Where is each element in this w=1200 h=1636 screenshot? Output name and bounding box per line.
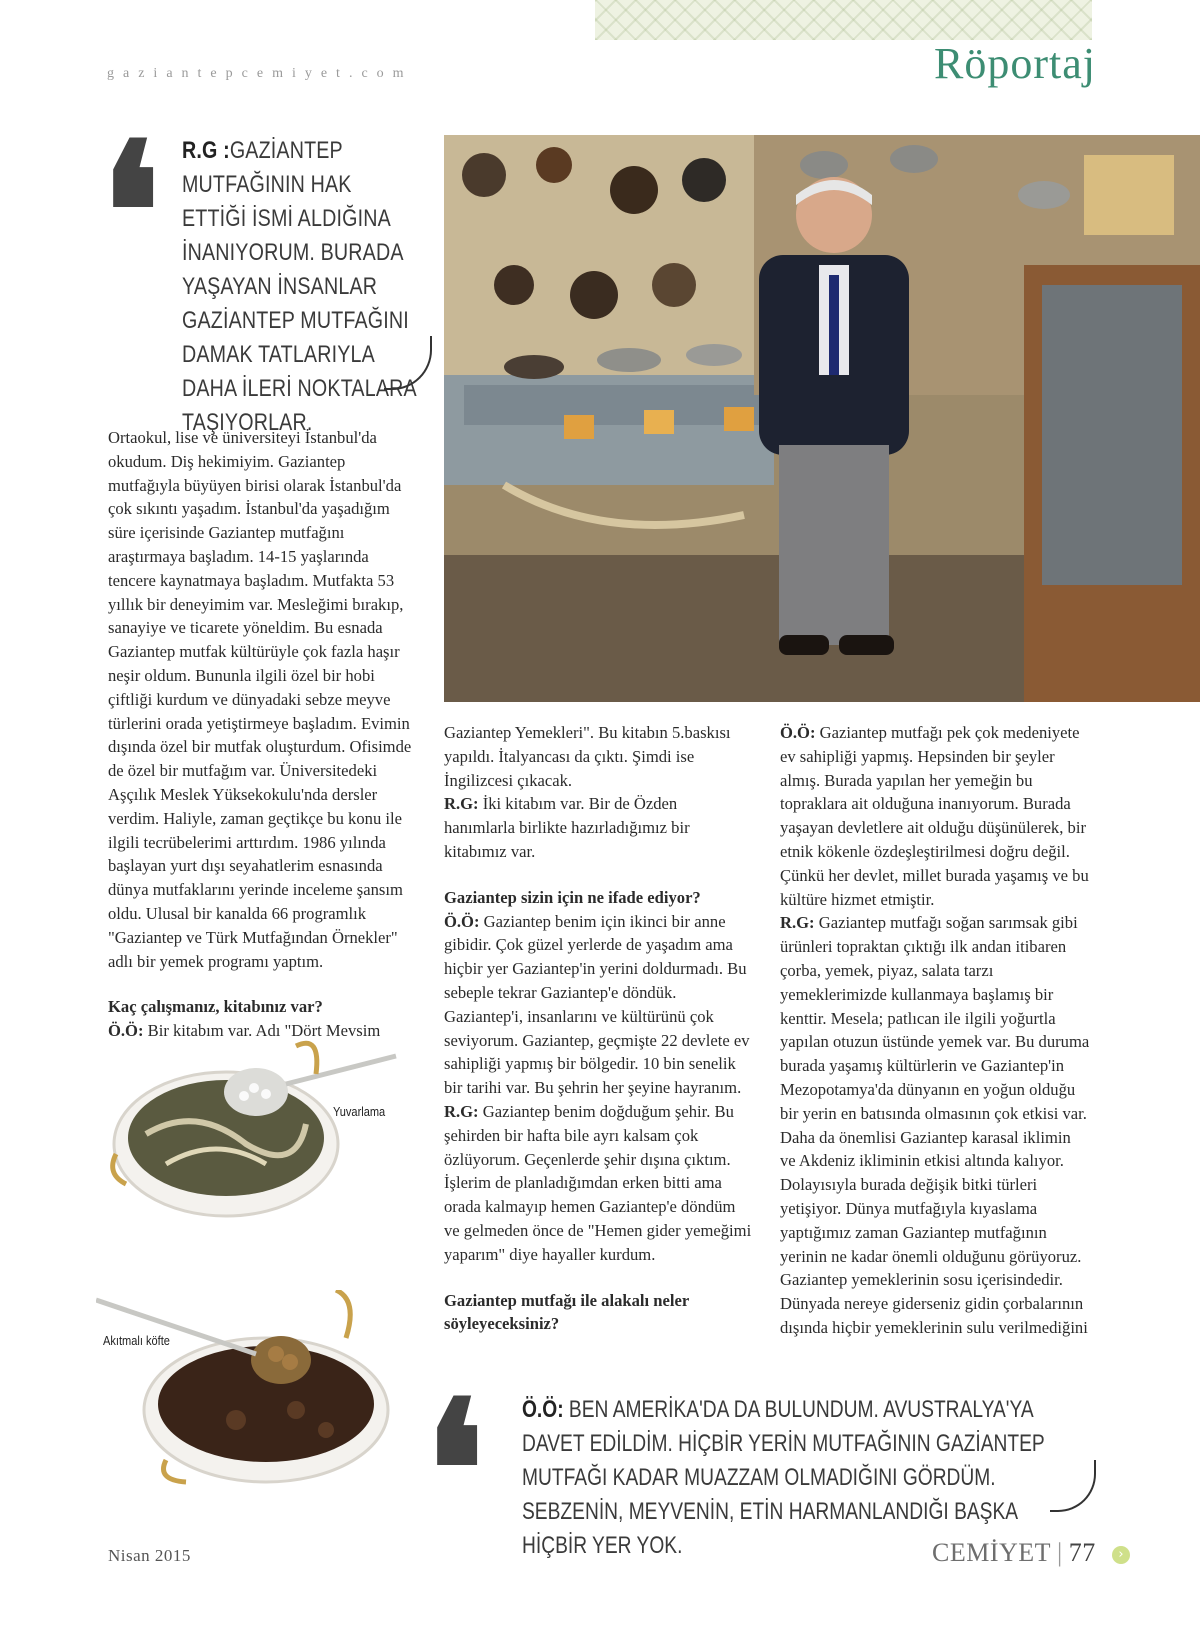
- answer-text: Gaziantep mutfağı pek çok medeniyete ev sahipliği yapmış. Hepsinden bir şeyler almış. Burada yapılan her yemeğin bu topraklara ait olduğuna inanıyorum. Burada yaşayan devletlere ait olduğu düşünülerek, bir etnik kökenle özdeşleştirilmesi doğru değil. Çünkü her devlet, millet burada yaşamış ve bu kültüre hizmet etmiştir.: [780, 723, 1089, 909]
- dish-label: Yuvarlama: [333, 1104, 386, 1119]
- dish-label: Akıtmalı köfte: [103, 1333, 170, 1348]
- interview-answer: [780, 911, 1090, 1339]
- answer-text: İki kitabım var. Bir de Özden hanımlarla birlikte hazırladığımız bir kitabımız var.: [444, 794, 690, 861]
- answer-speaker: Ö.Ö:: [780, 723, 816, 742]
- section-title: Röportaj: [934, 39, 1096, 88]
- pull-quote-text: GAZİANTEP MUTFAĞININ HAK ETTİĞİ İSMİ ALDIĞINA İNANIYORUM. BURADA YAŞAYAN İNSANLAR GAZİANTEP MUTFAĞINI DAMAK TATLARIYLA DAHA İLERİ NOKTALARA TAŞIYORLAR.: [182, 137, 416, 436]
- interview-answer: [780, 721, 1090, 911]
- interview-question: Gaziantep mutfağı ile alakalı neler söyleyeceksiniz?: [444, 1290, 689, 1334]
- footer-separator: |: [1057, 1538, 1063, 1567]
- answer-text: Gaziantep mutfağı soğan sarımsak gibi ürünleri topraktan çıktığı ilk andan itibaren çorba, yemek, piyaz, salata tarzı yemeklerimizde kullanmaya başlamış bir kenttir. Mesela; patlıcan ile ilgili yoğurtla yapılan otuzun üstünde yemek var. Bu duruma burada yaşamış kültürlerin ve Gaziantep'in Mezopotamya'da dünyanın en yoğun olduğu bir yerin en batısında olmasının çok etkisi var. Daha da önemlisi Gaziantep karasal iklimin ve Akdeniz ikliminin etkisi altında kalıyor. Dolayısıyla burada değişik bitki türleri yetişiyor. Dünya mutfağıyla kıyaslama yaptığımız zaman Gaziantep mutfağının yerinin ne kadar önemli olduğunu görüyoruz. Gaziantep yemeklerinin sosu içerisindedir. Dünyada nereye giderseniz gidin çorbalarının dışında hiçbir yemeklerinin sulu verilmediğini: [780, 913, 1090, 1337]
- interview-question: Kaç çalışmanız, kitabınız var?: [108, 997, 323, 1017]
- interview-answer: [444, 910, 752, 1100]
- kitchen-scene-illustration: [444, 135, 1200, 702]
- decorative-ornament-band: [595, 0, 1092, 40]
- pull-quote-text: BEN AMERİKA'DA DA BULUNDUM. AVUSTRALYA'YA DAVET EDİLDİM. HİÇBİR YERİN MUTFAĞININ GAZİANTEP MUTFAĞI KADAR MUAZZAM OLMADIĞINI GÖRDÜM. SEBZENİN, MEYVENİN, ETİN HARMANLANDIĞI BAŞKA HİÇBİR YER YOK.: [522, 1396, 1045, 1559]
- answer-text: Bir kitabım var. Adı "Dört Mevsim: [143, 1021, 381, 1041]
- answer-speaker: Ö.Ö:: [444, 911, 480, 931]
- dish-akitmali-kofte-image: [96, 1290, 416, 1490]
- paragraph: Gaziantep Yemekleri". Bu kitabın 5.baskısı yapıldı. İtalyancası da çıktı. Şimdi ise İngilizcesi çıkacak.: [444, 723, 731, 790]
- pull-quote-speaker: R.G :: [182, 137, 230, 164]
- interview-answer: [444, 1100, 752, 1267]
- footer-magazine: [932, 1538, 1096, 1568]
- pull-quote-bracket: [384, 336, 432, 390]
- answer-text: Gaziantep benim için ikinci bir anne gibidir. Çok güzel yerlerde de yaşadım ama hiçbir yer Gaziantep'in yerini doldurmadı. Bu sebeple tekrar Gaziantep'e döndük. Gaziantep'i, insanlarını ve kültürünü çok seviyorum. Gaziantep, geçmişte 22 devlete ev sahipliği yapmış bir bölgedir. 10 bin senelik bir tarihi var. Bu şehrin her şeyine hayranım.: [444, 911, 750, 1098]
- answer-speaker: R.G:: [780, 913, 815, 933]
- answer-speaker: R.G:: [444, 794, 479, 814]
- article-column-3: [780, 721, 1090, 1340]
- pull-quote-speaker: Ö.Ö:: [522, 1396, 564, 1423]
- quote-mark-icon: ❛: [100, 101, 162, 324]
- answer-speaker: Ö.Ö:: [108, 1021, 144, 1041]
- pull-quote-bracket: [1050, 1460, 1096, 1512]
- site-url: gaziantepcemiyet.com: [107, 66, 413, 81]
- article-column-1: [108, 426, 416, 1043]
- interview-question: Gaziantep sizin için ne ifade ediyor?: [444, 887, 701, 907]
- magazine-name: CEMİYET: [932, 1538, 1052, 1567]
- pull-quote-top: [182, 134, 420, 440]
- issue-date: Nisan 2015: [108, 1546, 191, 1565]
- dish-yuvarlama-image: [96, 1034, 416, 1224]
- article-column-2: [444, 721, 752, 1336]
- quote-mark-icon: ❛: [424, 1359, 486, 1582]
- paragraph: Ortaokul, lise ve üniversiteyi İstanbul'da okudum. Diş hekimiyim. Gaziantep mutfağıyla büyüyen birisi olarak İstanbul'da çok sıkıntı yaşadım. İstanbul'da yaşadığım süre içerisinde Gaziantep mutfağını araştırmaya başladım. 14-15 yaşlarında tencere kaynatmaya başladım. Mutfakta 53 yıllık bir deneyimim var. Mesleğimi bırakıp, sanayiye ve ticarete yöneldim. Bu esnada Gaziantep mutfak kültürüyle çok fazla haşır neşir oldum. Bununla ilgili özel bir hobi çiftliği kurdum ve dünyadaki sebze meyve türlerini orada yetiştirmeye başladım. Evimin dışında özel bir mutfak oluşturdum. Ofisimde de özel bir mutfağım var. Üniversitedeki Aşçılık Meslek Yüksekokulu'nda dersler verdim. Haliyle, zaman geçtikçe bu konu ile ilgili tecrübelerimi arttırdım. 1986 yılında başlayan yurt dışı seyahatlerim esnasında dünya mutfaklarını yerinde inceleme şansım oldu. Ulusal bir kanalda 66 programlık "Gaziantep ve Türk Mutfağından Örnekler" adlı bir yemek programı yaptım.: [108, 428, 412, 971]
- answer-text: Gaziantep benim doğduğum şehir. Bu şehirden bir hafta bile ayrı kalsam çok özlüyorum. Geçenlerde şehir dışına çıktım. İşlerim de planladığımdan erken bitti ama orada kalmayıp hemen Gaziantep'e döndüm ve gelmeden önce de "Hemen gider yemeğimi yaparım" diye hayaller kurdum.: [444, 1101, 752, 1264]
- answer-speaker: R.G:: [444, 1101, 479, 1121]
- next-page-arrow-icon: ›: [1112, 1546, 1130, 1564]
- interview-photo: [444, 135, 1200, 702]
- page-number: 77: [1068, 1538, 1096, 1567]
- interview-answer: [444, 792, 752, 863]
